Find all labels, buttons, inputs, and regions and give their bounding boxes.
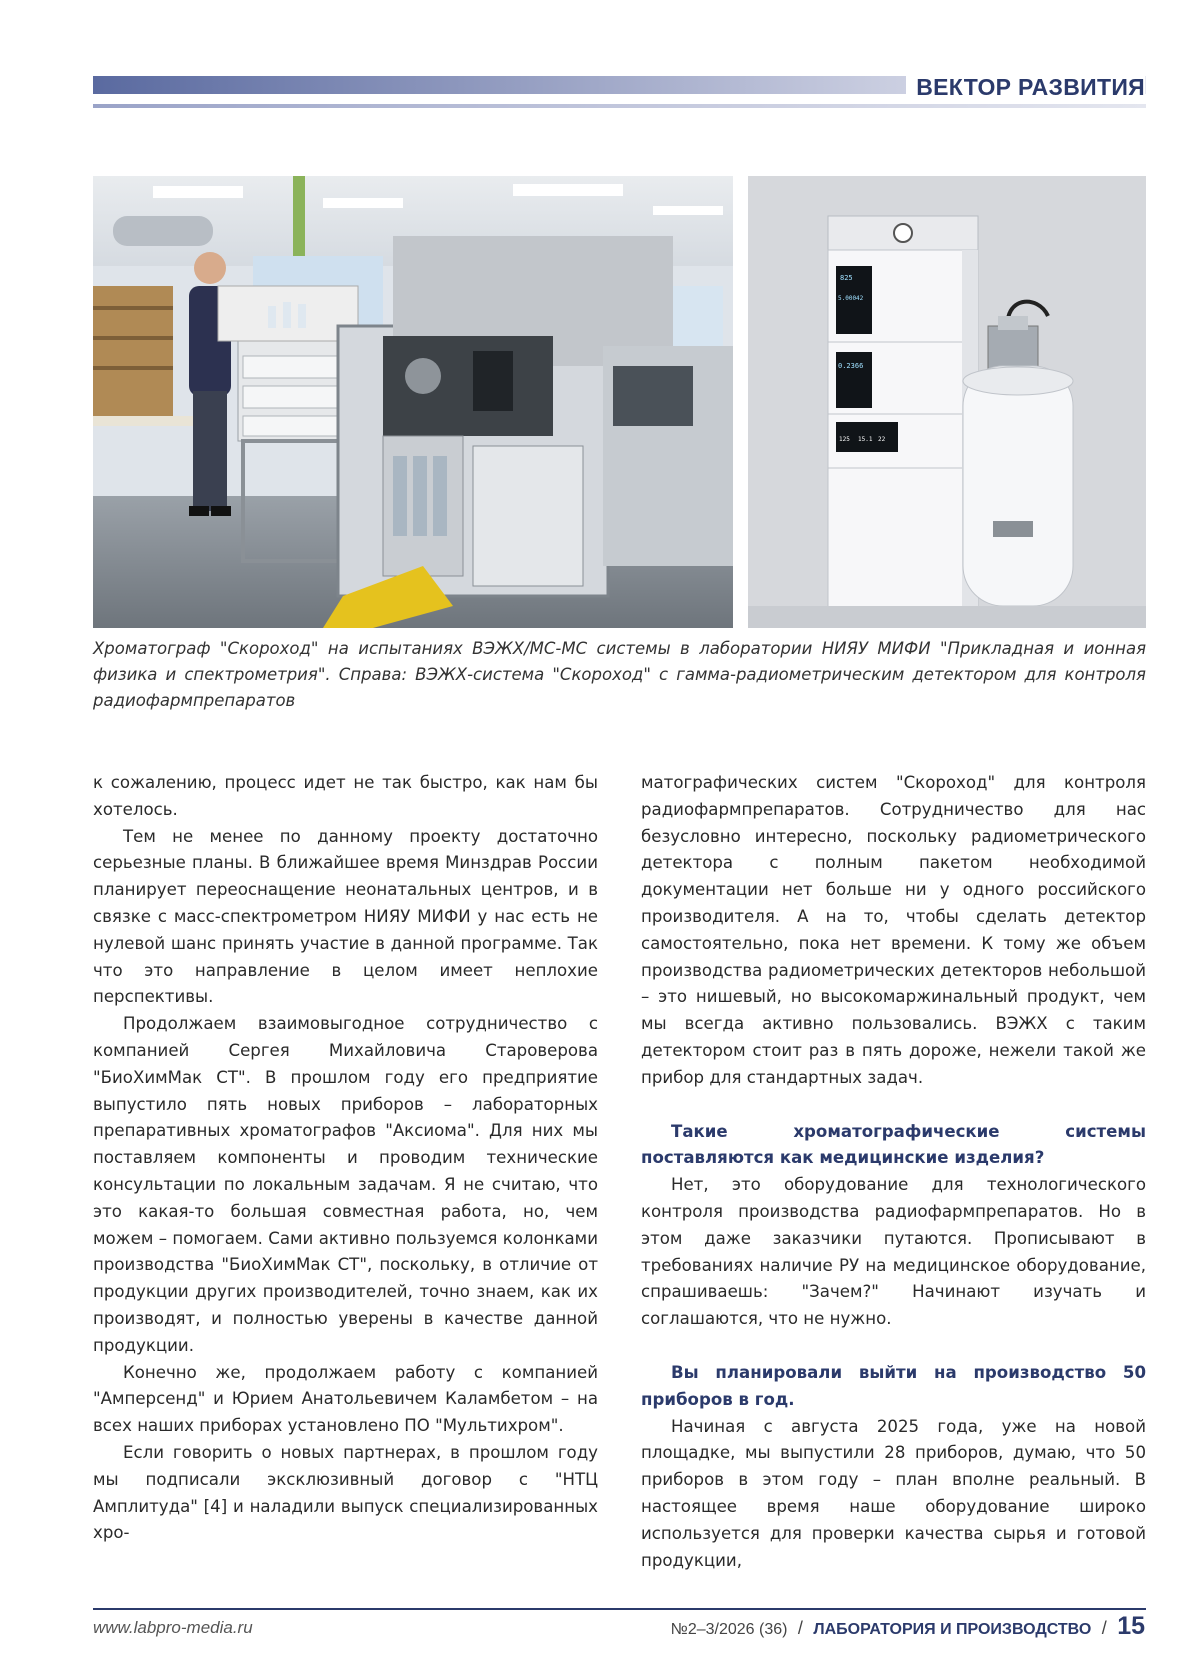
lab-photo xyxy=(93,176,733,628)
interview-question: Вы планировали выйти на производство 50 приборов в год. xyxy=(641,1362,1146,1409)
page-number: 15 xyxy=(1117,1612,1145,1640)
issue-number: №2–3/2026 (36) xyxy=(670,1621,788,1638)
header-thin-bar xyxy=(93,104,1146,108)
interview-answer: Нет, это оборудование для технологического контроля производства радиофармпрепаратов. Но в этом даже заказчики путаются. Прописывают в требованиях наличие РУ на медицинское оборудование, спрашиваешь: "Зачем?" Начинают изучать и соглашаются, что не нужно. xyxy=(641,1175,1146,1329)
lab-photo-illustration xyxy=(93,176,733,628)
footer-issue-info xyxy=(671,1612,1145,1641)
footer-rule xyxy=(93,1608,1146,1610)
paragraph: Если говорить о новых партнерах, в прошлом году мы подписали эксклюзивный договор с "НТЦ Амплитуда" [4] и наладили выпуск специализированных хро- xyxy=(93,1442,598,1543)
display-row2: 5.00042 xyxy=(838,295,864,302)
paragraph: Конечно же, продолжаем работу с компанией "Амперсенд" и Юрием Анатольевичем Каламбетом – на всех наших приборах установлено ПО "Мультихром". xyxy=(93,1362,598,1436)
footer-separator: / xyxy=(797,1618,803,1638)
display-row4a: 125 xyxy=(839,436,850,443)
display-row4c: 22 xyxy=(878,436,886,443)
hplc-photo xyxy=(748,176,1146,628)
magazine-title: ЛАБОРАТОРИЯ И ПРОИЗВОДСТВО xyxy=(813,1621,1092,1638)
article-column-left xyxy=(93,770,598,1547)
paragraph: Тем не менее по данному проекту достаточно серьезные планы. В ближайшее время Минздрав России планирует переоснащение неонатальных центров, и в связке с масс-спектрометром НИЯУ МИФИ у нас есть не нулевой шанс принять участие в данной программе. Так что это направление в целом имеет неплохие перспективы. xyxy=(93,826,598,1007)
paragraph: Продолжаем взаимовыгодное сотрудничество с компанией Сергея Михайловича Староверова "БиоХимМак СТ". В прошлом году его предприятие выпустило пять новых приборов – лабораторных препаративных хроматографов "Аксиома". Для них мы поставляем компоненты и проводим технические консультации по локальным задачам. Я не считаю, что это какая-то большая совместная работа, но, чем можем – помогаем. Сами активно пользуемся колонками производства "БиоХимМак СТ", поскольку, в отличие от продукции других производителей, точно знаем, как их производят, и полностью уверены в качестве данной продукции. xyxy=(93,1014,598,1355)
display-row1: 825 xyxy=(840,274,853,282)
footer-website-link[interactable]: www.labpro-media.ru xyxy=(93,1618,253,1637)
spacer xyxy=(641,1333,1146,1360)
figure-caption: Хроматограф "Скороход" на испытаниях ВЭЖХ/МС-МС системы в лаборатории НИЯУ МИФИ "Прикладная и ионная физика и спектрометрия". Справа: ВЭЖХ-система "Скороход" с гамма-радиометрическим детектором для контроля радиофармпрепаратов xyxy=(93,639,1146,710)
interview-answer: Начиная с августа 2025 года, уже на новой площадке, мы выпустили 28 приборов, думаю, что 50 приборов в этом году – план вполне реальный. В настоящее время наше оборудование широко используется для проверки качества сырья и готовой продукции, xyxy=(641,1416,1146,1570)
footer-separator: / xyxy=(1101,1618,1107,1638)
article-column-right xyxy=(641,770,1146,1574)
display-row3: 0.2366 xyxy=(838,362,864,370)
paragraph: матографических систем "Скороход" для контроля радиофармпрепаратов. Сотрудничество для нас безусловно интересно, поскольку радиометрического детектора с полным пакетом необходимой документации нет больше ни у одного российского производителя. А на то, чтобы сделать детектор самостоятельно, пока нет времени. К тому же объем производства радиометрических детекторов небольшой – это нишевый, но высокомаржинальный продукт, чем мы всегда активно пользовались. ВЭЖХ с таким детектором стоит раз в пять дороже, нежели такой же прибор для стандартных задач. xyxy=(641,773,1146,1087)
paragraph: к сожалению, процесс идет не так быстро, как нам бы хотелось. xyxy=(93,773,598,819)
hplc-photo-illustration xyxy=(748,176,1146,628)
interview-question: Такие хроматографические системы поставляются как медицинские изделия? xyxy=(641,1121,1146,1168)
spacer xyxy=(641,1092,1146,1119)
display-row4b: 15.1 xyxy=(858,436,873,443)
section-title: ВЕКТОР РАЗВИТИЯ xyxy=(906,74,1145,100)
